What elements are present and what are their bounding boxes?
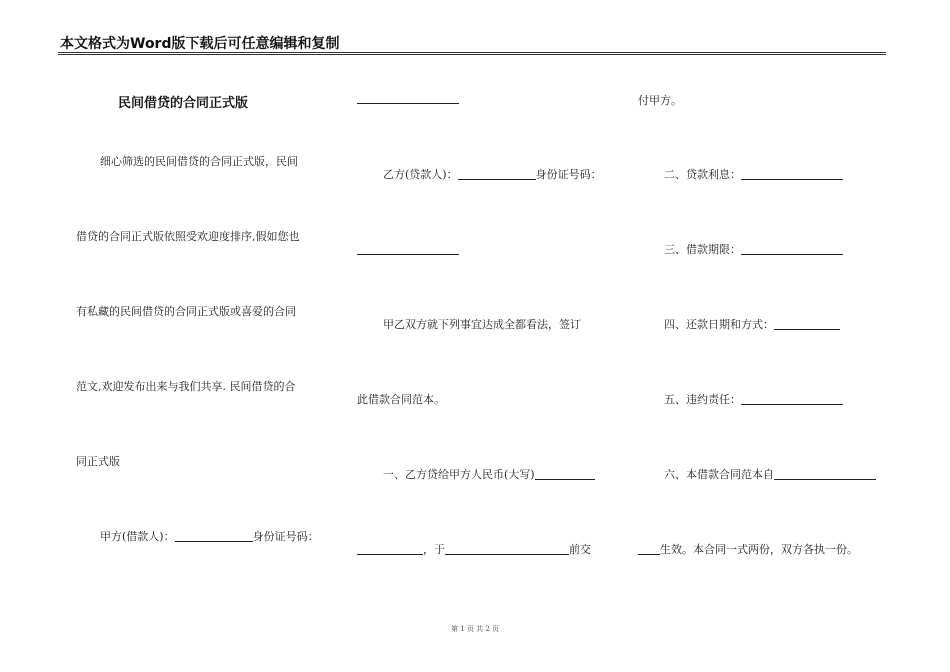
item-4-line	[664, 318, 840, 331]
col2-top-blank-line	[357, 92, 459, 105]
agreement-line-1: 甲乙双方就下列事宜达成全都看法，签订	[383, 318, 581, 331]
party-a-id-label: 身份证号码：	[252, 530, 319, 543]
liability-blank	[741, 393, 843, 405]
party-b-id-label: 身份证号码：	[535, 168, 602, 181]
agreement-line-2: 此借款合同范本。	[357, 393, 445, 406]
blank-line	[357, 243, 459, 255]
item-1-end: 前交	[569, 543, 591, 556]
party-b-blank	[458, 168, 536, 180]
intro-line-1: 细心筛选的民间借贷的合同正式版，民间	[100, 155, 298, 168]
repayment-blank	[774, 318, 840, 330]
party-a-label: 甲方(借款人)：	[100, 530, 175, 543]
party-b-label: 乙方(贷款人)：	[383, 168, 458, 181]
item-4-text: 四、还款日期和方式：	[664, 318, 774, 331]
item-2-text: 二、贷款利息：	[664, 168, 741, 181]
item-1-sep: ，于	[423, 543, 445, 556]
item-6-text: 六、本借款合同范本自	[664, 468, 774, 481]
pay-party-a: 付甲方。	[638, 94, 682, 107]
effective-blank-2	[638, 543, 660, 555]
item-3-text: 三、借款期限：	[664, 243, 741, 256]
item-6-continued	[638, 543, 858, 556]
party-a-line	[100, 530, 319, 543]
header-rule-bottom	[58, 54, 886, 55]
page-number: 第 1 页 共 2 页	[450, 625, 500, 633]
party-b-id-blank-line	[357, 243, 459, 256]
intro-line-5: 同正式版	[76, 455, 120, 468]
doc-title: 民间借贷的合同正式版	[118, 96, 249, 111]
effective-date-blank	[774, 468, 876, 480]
blank-line	[357, 92, 459, 104]
interest-blank	[741, 168, 843, 180]
intro-line-4: 范文,欢迎发布出来与我们共享. 民间借贷的合	[76, 380, 296, 393]
item-6-line	[664, 468, 876, 481]
item-3-line	[664, 243, 843, 256]
intro-line-2: 借贷的合同正式版依照受欢迎度排序,假如您也	[76, 230, 300, 243]
amount-blank	[535, 468, 595, 480]
party-b-line	[383, 168, 602, 181]
item-5-line	[664, 393, 843, 406]
item-5-text: 五、违约责任：	[664, 393, 741, 406]
intro-line-3: 有私藏的民间借贷的合同正式版或喜爱的合同	[76, 305, 296, 318]
item-2-line	[664, 168, 843, 181]
item-6-end: 生效。本合同一式两份，双方各执一份。	[660, 543, 858, 556]
header-rule-top	[58, 52, 886, 53]
item-1-continued	[357, 543, 591, 556]
doc-header-note: 本文格式为Word版下载后可任意编辑和复制	[60, 36, 340, 52]
term-blank	[741, 243, 843, 255]
item-1-text: 一、乙方贷给甲方人民币(大写)	[383, 468, 535, 481]
party-a-blank	[175, 530, 253, 542]
item-1-line	[383, 468, 595, 481]
amount-blank-2	[357, 543, 423, 555]
date-blank	[445, 543, 569, 555]
